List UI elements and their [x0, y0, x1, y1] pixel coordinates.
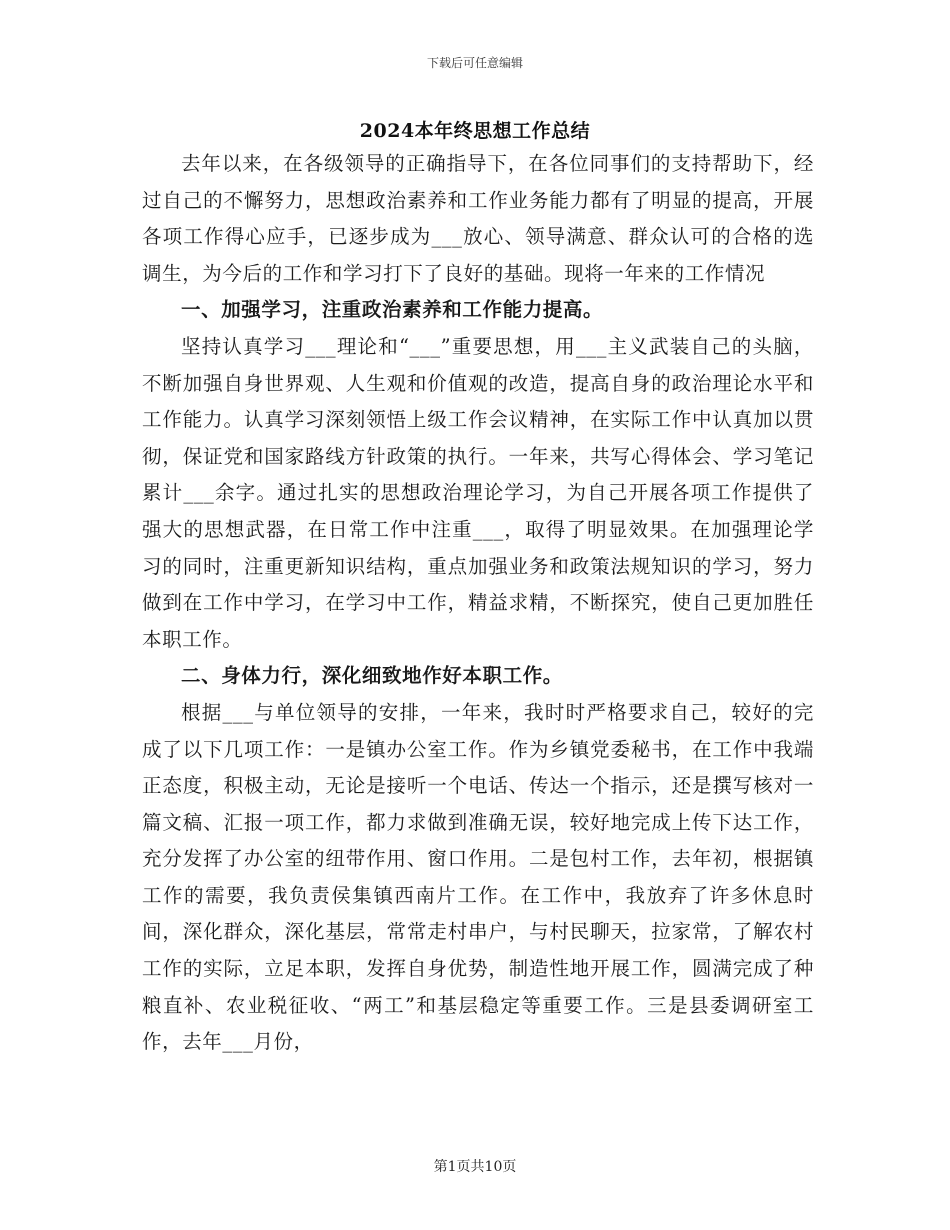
- section-paragraph-2: 根据___与单位领导的安排，一年来，我时时严格要求自己，较好的完成了以下几项工作：一是镇办公室工作。作为乡镇党委秘书，在工作中我端正态度，积极主动，无论是接听一个电话、传达一个指示，还是撰写核对一篇文稿、汇报一项工作，都力求做到准确无误，较好地完成上传下达工作，充分发挥了办公室的纽带作用、窗口作用。二是包村工作，去年初，根据镇工作的需要，我负责侯集镇西南片工作。在工作中，我放弃了许多休息时间，深化群众，深化基层，常常走村串户，与村民聊天，拉家常，了解农村工作的实际，立足本职，发挥自身优势，制造性地开展工作，圆满完成了种粮直补、农业税征收、“两工”和基层稳定等重要工作。三是县委调研室工作，去年___月份，: [142, 700, 814, 1054]
- page-footer-indicator: 第1页共10页: [433, 1159, 517, 1175]
- intro-paragraph: 去年以来，在各级领导的正确指导下，在各位同事们的支持帮助下，经过自己的不懈努力，思想政治素养和工作业务能力都有了明显的提高，开展各项工作得心应手，已逐步成为___放心、领导满意、群众认可的合格的选调生，为今后的工作和学习打下了良好的基础。现将一年来的工作情况: [142, 152, 814, 285]
- document-body: [142, 146, 814, 1061]
- section-paragraph-1: 坚持认真学习___理论和“___”重要思想，用___主义武装自己的头脑，不断加强自身世界观、人生观和价值观的改造，提高自身的政治理论水平和工作能力。认真学习深刻领悟上级工作会议精神，在实际工作中认真加以贯彻，保证党和国家路线方针政策的执行。一年来，共写心得体会、学习笔记累计___余字。通过扎实的思想政治理论学习，为自己开展各项工作提供了强大的思想武器，在日常工作中注重___，取得了明显效果。在加强理论学习的同时，注重更新知识结构，重点加强业务和政策法规知识的学习，努力做到在工作中学习，在学习中工作，精益求精，不断探究，使自己更加胜任本职工作。: [142, 334, 814, 651]
- section-heading-2: 二、身体力行，深化细致地作好本职工作。: [181, 664, 563, 688]
- section-heading-1: 一、加强学习，注重政治素养和工作能力提高。: [181, 298, 604, 322]
- page-header-note: 下载后可任意编辑: [426, 56, 523, 70]
- document-title: 2024本年终思想工作总结: [359, 120, 591, 142]
